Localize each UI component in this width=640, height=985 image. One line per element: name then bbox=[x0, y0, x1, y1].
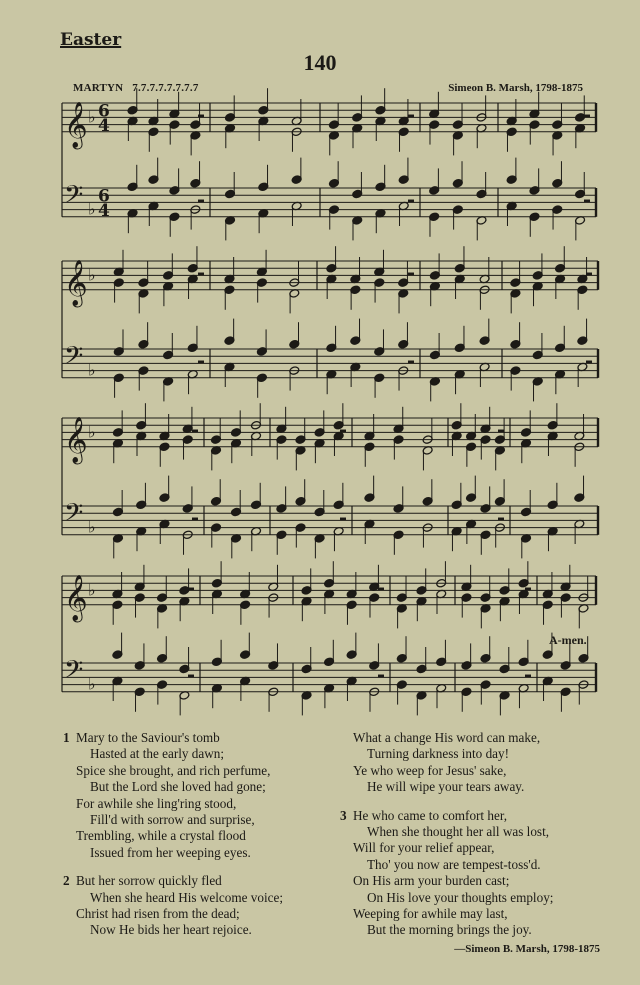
rest-mark bbox=[198, 200, 204, 203]
stanza-1 bbox=[63, 730, 343, 861]
flat-sign-icon: ♭ bbox=[88, 199, 96, 219]
lyric-line: He will wipe your tears away. bbox=[367, 779, 525, 795]
rest-mark bbox=[188, 675, 194, 678]
lyric-line: Christ had risen from the dead; bbox=[76, 906, 240, 922]
lyric-line: Now He bids her heart rejoice. bbox=[90, 922, 252, 938]
lyric-line: Fill'd with sorrow and surprise, bbox=[90, 812, 255, 828]
rest-mark bbox=[340, 430, 346, 433]
flat-sign-icon: ♭ bbox=[88, 265, 96, 285]
lyric-line: For awhile she ling'ring stood, bbox=[76, 795, 237, 811]
stanza-3 bbox=[340, 808, 600, 958]
bass-clef-icon: 𝄢 bbox=[64, 655, 84, 691]
lyric-line: Mary to the Saviour's tomb bbox=[76, 730, 220, 745]
lyric-line: Trembling, while a crystal flood bbox=[76, 828, 246, 844]
treble-clef-icon: 𝄞 bbox=[64, 574, 88, 621]
flat-sign-icon: ♭ bbox=[88, 360, 96, 380]
rest-mark bbox=[198, 115, 204, 118]
rest-mark bbox=[188, 588, 194, 591]
tune-title: MARTYN bbox=[73, 82, 124, 94]
stanza-2 bbox=[63, 873, 343, 939]
rest-mark bbox=[584, 200, 590, 203]
stanza-number: 1 bbox=[63, 730, 70, 745]
lyric-line: But her sorrow quickly fled bbox=[76, 873, 222, 889]
composer-credit: Simeon B. Marsh, 1798-1875 bbox=[448, 82, 583, 94]
bass-clef-icon: 𝄢 bbox=[64, 341, 84, 377]
treble-clef-icon: 𝄞 bbox=[64, 416, 88, 463]
rest-mark bbox=[408, 115, 414, 118]
rest-mark bbox=[192, 518, 198, 521]
lyric-line: What a change His word can make, bbox=[353, 730, 541, 745]
rest-mark bbox=[584, 115, 590, 118]
flat-sign-icon: ♭ bbox=[88, 107, 96, 127]
time-signature-bottom: 4 bbox=[98, 201, 110, 222]
rest-mark bbox=[340, 518, 346, 521]
lyric-line: Hasted at the early dawn; bbox=[90, 746, 225, 762]
rest-mark bbox=[192, 430, 198, 433]
lyric-line: When she heard His welcome voice; bbox=[90, 889, 283, 905]
lyric-line: Turning darkness into day! bbox=[367, 746, 510, 762]
hymn-number: 140 bbox=[303, 50, 337, 75]
rest-mark bbox=[525, 675, 531, 678]
time-signature-top: 6 bbox=[98, 101, 110, 122]
rest-mark bbox=[586, 273, 592, 276]
lyrics-column-left bbox=[63, 730, 343, 951]
rest-mark bbox=[198, 361, 204, 364]
rest-mark bbox=[408, 200, 414, 203]
lyric-line: When she thought her all was lost, bbox=[367, 824, 550, 840]
rest-mark bbox=[498, 430, 504, 433]
rest-mark bbox=[198, 273, 204, 276]
lyric-line: Tho' you now are tempest-toss'd. bbox=[367, 856, 541, 872]
lyrics-column-right bbox=[340, 730, 600, 969]
lyric-line: But the Lord she loved had gone; bbox=[90, 779, 266, 795]
stanza-number: 2 bbox=[63, 873, 70, 889]
rest-mark bbox=[378, 588, 384, 591]
flat-sign-icon: ♭ bbox=[88, 580, 96, 600]
lyric-line: Spice she brought, and rich perfume, bbox=[76, 762, 271, 778]
treble-clef-icon: 𝄞 bbox=[64, 259, 88, 306]
section-label: Easter bbox=[60, 30, 122, 50]
rest-mark bbox=[408, 273, 414, 276]
rest-mark bbox=[525, 588, 531, 591]
rest-mark bbox=[378, 675, 384, 678]
rest-mark bbox=[498, 518, 504, 521]
rest-mark bbox=[408, 361, 414, 364]
author-credit: —Simeon B. Marsh, 1798-1875 bbox=[454, 942, 600, 955]
flat-sign-icon: ♭ bbox=[88, 674, 96, 694]
tune-meter: 7.7.7.7.7.7.7.7 bbox=[132, 82, 199, 94]
lyric-line: On His love your thoughts employ; bbox=[367, 889, 554, 905]
lyric-line: Will for your relief appear, bbox=[353, 840, 495, 856]
stanza-number: 3 bbox=[340, 807, 347, 823]
lyric-line: Ye who weep for Jesus' sake, bbox=[353, 762, 507, 778]
lyric-line: On His arm your burden cast; bbox=[353, 873, 510, 889]
amen-text: A-men. bbox=[549, 633, 587, 647]
bass-clef-icon: 𝄢 bbox=[64, 498, 84, 534]
lyric-line: Weeping for awhile may last, bbox=[353, 906, 508, 922]
treble-clef-icon: 𝄞 bbox=[64, 101, 88, 148]
bass-clef-icon: 𝄢 bbox=[64, 180, 84, 216]
time-signature-top: 6 bbox=[98, 186, 110, 207]
flat-sign-icon: ♭ bbox=[88, 422, 96, 442]
lyric-line: Issued from her weeping eyes. bbox=[90, 844, 251, 860]
rest-mark bbox=[586, 361, 592, 364]
lyric-line: But the morning brings the joy. bbox=[367, 922, 532, 938]
lyric-line: He who came to comfort her, bbox=[353, 807, 507, 823]
flat-sign-icon: ♭ bbox=[88, 517, 96, 537]
stanza-2-continued bbox=[340, 730, 600, 796]
time-signature-bottom: 4 bbox=[98, 116, 110, 137]
